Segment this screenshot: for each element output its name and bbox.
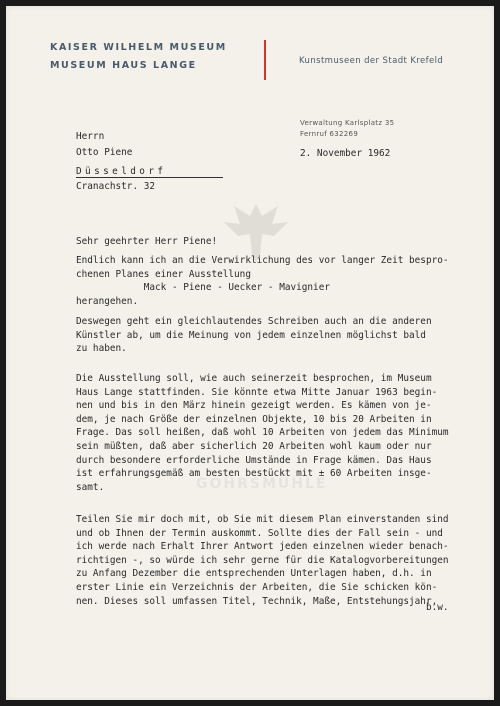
letterhead-line-2: MUSEUM HAUS LANGE bbox=[50, 60, 197, 71]
letterhead-address: Verwaltung Karlsplatz 35 bbox=[300, 119, 395, 127]
body-line: herangehen. bbox=[76, 295, 139, 307]
paper-watermark: GOHRSMÜHLE bbox=[196, 476, 328, 492]
body-line: dem, je nach Größe der einzelnen Objekte, 10 bis 20 Arbeiten in bbox=[76, 413, 432, 425]
body-line: ist erfahrungsgemäß am besten bestückt mit ± 60 Arbeiten insge- bbox=[76, 468, 432, 480]
letterhead-line-1: KAISER WILHELM MUSEUM bbox=[50, 42, 227, 53]
body-line: zu Anfang Dezember die entsprechenden Unterlagen haben, d.h. in bbox=[76, 568, 432, 580]
greeting: Sehr geehrter Herr Piene! bbox=[76, 236, 218, 247]
body-line: samt. bbox=[76, 481, 105, 493]
body-line: Deswegen geht ein gleichlautendes Schreiben auch an die anderen bbox=[76, 316, 432, 327]
body-line: Mack - Piene - Uecker - Mavignier bbox=[76, 282, 330, 294]
body-line: Endlich kann ich an die Verwirklichung des vor langer Zeit bespro- bbox=[76, 255, 449, 266]
body-line: durch besondere erforderliche Umstände in Frage kämen. Das Haus bbox=[76, 454, 432, 466]
body-line: und ob Ihnen der Termin auskommt. Sollte dies der Fall sein - und bbox=[76, 527, 443, 539]
body-line: zu haben. bbox=[76, 343, 127, 355]
letter-date: 2. November 1962 bbox=[300, 148, 391, 159]
body-line: ich werde nach Erhalt Ihrer Antwort jeden einzelnen wieder benach- bbox=[76, 541, 449, 553]
letterhead-divider bbox=[264, 40, 266, 80]
body-line: Haus Lange stattfinden. Sie könnte etwa Mitte Januar 1963 begin- bbox=[76, 386, 438, 398]
recipient-salutation: Herrn bbox=[76, 131, 105, 142]
recipient-street: Cranachstr. 32 bbox=[76, 181, 156, 192]
recipient-name: Otto Piene bbox=[76, 147, 133, 158]
body-line: richtigen -, so würde ich sehr gerne für die Katalogvorbereitungen bbox=[76, 554, 449, 566]
body-line: Teilen Sie mir doch mit, ob Sie mit diesem Plan einverstanden sind bbox=[76, 514, 449, 525]
body-line: sein müßten, daß aber sicherlich 20 Arbeiten wohl kaum oder nur bbox=[76, 441, 432, 452]
letterhead-city-label: Kunstmuseen der Stadt Krefeld bbox=[299, 56, 444, 66]
body-line: Künstler ab, um die Meinung von jedem einzelnen möglichst bald bbox=[76, 329, 426, 341]
letter-page bbox=[6, 6, 494, 700]
body-line: nen und bis in den März hinein gezeigt werden. Es kämen von je- bbox=[76, 400, 432, 412]
recipient-city: Düsseldorf bbox=[76, 166, 167, 177]
body-line: nen. Dieses soll umfassen Titel, Technik, Maße, Entstehungsjahr, bbox=[76, 595, 438, 607]
continuation-mark: b.w. bbox=[426, 602, 449, 613]
body-line: erster Linie ein Verzeichnis der Arbeiten, die Sie schicken kön- bbox=[76, 582, 438, 593]
body-line: chenen Planes einer Ausstellung bbox=[76, 268, 251, 280]
recipient-city-underline bbox=[76, 177, 223, 178]
body-line: Frage. Das soll heißen, daß wohl 10 Arbeiten von jedem das Minimum bbox=[76, 427, 449, 439]
body-line: Die Ausstellung soll, wie auch seinerzeit besprochen, im Museum bbox=[76, 373, 432, 384]
letterhead-phone: Fernruf 632269 bbox=[300, 130, 359, 138]
